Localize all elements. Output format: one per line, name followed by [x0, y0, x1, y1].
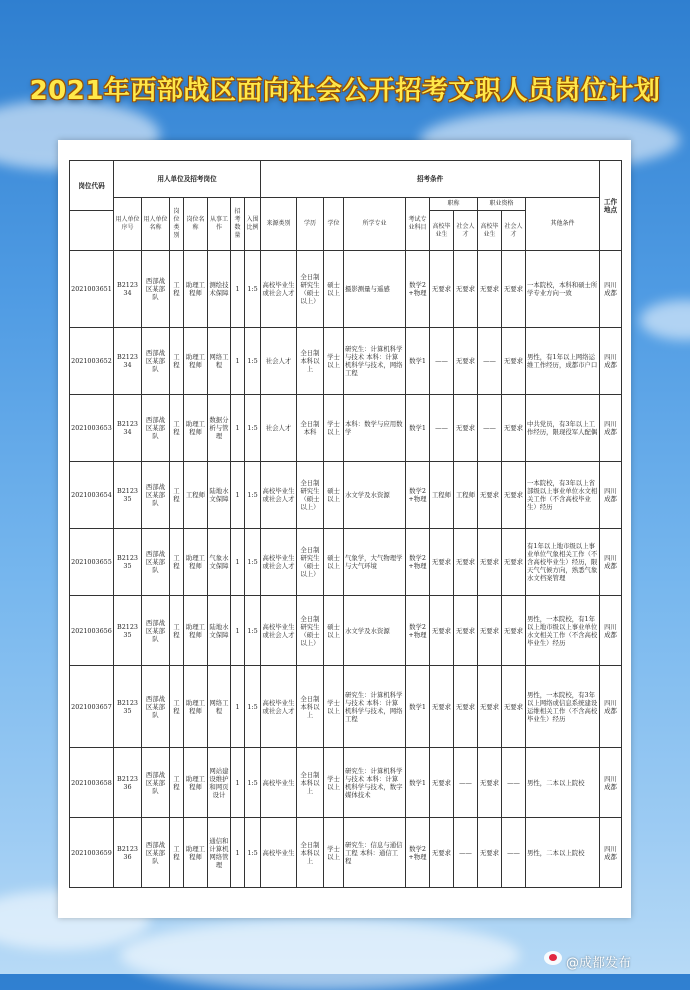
cell-post: 助理工程师: [184, 328, 208, 395]
cell-category: 工程: [170, 666, 184, 748]
cell-qual-grad: 无要求: [478, 818, 502, 888]
cell-work: 网站建设维护和网页设计: [208, 748, 231, 818]
cloud: [640, 300, 690, 340]
header-major: 所学专业: [344, 198, 406, 251]
header-quota: 招考数量: [231, 198, 245, 251]
cell-quota: 1: [231, 666, 245, 748]
cell-quota: 1: [231, 462, 245, 529]
cell-source: 社会人才: [261, 328, 297, 395]
cell-source: 高校毕业生或社会人才: [261, 529, 297, 596]
page-title: 2021年西部战区面向社会公开招考文职人员岗位计划: [29, 76, 661, 106]
cell-unit-name: 西部战区某部队: [142, 748, 170, 818]
cell-location: 四川成都: [600, 529, 622, 596]
cell-category: 工程: [170, 328, 184, 395]
cell-unit-name: 西部战区某部队: [142, 596, 170, 666]
cell-ratio: 1:5: [245, 328, 261, 395]
cell-category: 工程: [170, 395, 184, 462]
cell-title-grad: ——: [430, 328, 454, 395]
cell-code: 2021003658: [70, 748, 114, 818]
cell-unit-name: 西部战区某部队: [142, 251, 170, 328]
header-post-name: 岗位名称: [184, 198, 208, 251]
cell-code: 2021003659: [70, 818, 114, 888]
cell-work: 陆地水文保障: [208, 596, 231, 666]
header-unit-name: 用人单位名称: [142, 198, 170, 251]
cell-code: 2021003651: [70, 251, 114, 328]
cell-location: 四川成都: [600, 328, 622, 395]
cell-title-grad: 无要求: [430, 596, 454, 666]
cell-title-social: 无要求: [454, 666, 478, 748]
cell-title-social: ——: [454, 818, 478, 888]
cell-unit-no: B212336: [114, 818, 142, 888]
cell-unit-no: B212335: [114, 529, 142, 596]
cell-qual-grad: 无要求: [478, 596, 502, 666]
cell-quota: 1: [231, 251, 245, 328]
cell-other-conditions: 男性，二本以上院校: [526, 748, 600, 818]
cell-title-grad: ——: [430, 395, 454, 462]
cell-qual-grad: ——: [478, 328, 502, 395]
header-ratio: 入围比例: [245, 198, 261, 251]
cell-location: 四川成都: [600, 818, 622, 888]
cell-unit-no: B212334: [114, 251, 142, 328]
cell-major: 研究生：计算机科学与技术 本科：计算机科学与技术，网络工程: [344, 328, 406, 395]
cell-location: 四川成都: [600, 748, 622, 818]
header-conditions-group: 招考条件: [261, 161, 600, 198]
cell-work: 网络工程: [208, 328, 231, 395]
cell-unit-name: 西部战区某部队: [142, 395, 170, 462]
cell-degree: 学士以上: [324, 818, 344, 888]
cell-other-conditions: 一本院校，本科和硕士所学专业方向一致: [526, 251, 600, 328]
cell-other-conditions: 一本院校，有3年以上省部级以上事业单位水文相关工作（不含高校毕业生）经历: [526, 462, 600, 529]
cell-degree: 学士以上: [324, 395, 344, 462]
cell-work: 数据分析与管理: [208, 395, 231, 462]
cell-ratio: 1:5: [245, 666, 261, 748]
header-exam-subject: 考试专业科目: [406, 198, 430, 251]
cell-post: 助理工程师: [184, 596, 208, 666]
cell-major: 水文学及水资源: [344, 596, 406, 666]
cell-exam: 数学1: [406, 748, 430, 818]
cell-post: 助理工程师: [184, 251, 208, 328]
cell-major: 气象学，大气物理学与大气环境: [344, 529, 406, 596]
cell-other-conditions: 中共党员，有3年以上工作经历，限现役军人配偶: [526, 395, 600, 462]
cell-title-social: 无要求: [454, 328, 478, 395]
document-sheet: [58, 140, 631, 918]
cell-quota: 1: [231, 529, 245, 596]
cell-ratio: 1:5: [245, 748, 261, 818]
header-education: 学历: [297, 198, 324, 251]
header-title-grad: 高校毕业生: [430, 211, 454, 251]
cell-qual-grad: 无要求: [478, 529, 502, 596]
cell-title-grad: 无要求: [430, 748, 454, 818]
cell-ratio: 1:5: [245, 462, 261, 529]
cell-exam: 数学2+物理: [406, 462, 430, 529]
cell-qual-social: 无要求: [502, 666, 526, 748]
cell-title-grad: 工程师: [430, 462, 454, 529]
cell-degree: 硕士以上: [324, 529, 344, 596]
header-unit-no: 用人单位序号: [114, 198, 142, 251]
cell-qual-grad: 无要求: [478, 251, 502, 328]
cell-unit-no: B212336: [114, 748, 142, 818]
cell-unit-name: 西部战区某部队: [142, 328, 170, 395]
header-location: 工作地点: [600, 161, 622, 251]
cell-unit-no: B212335: [114, 462, 142, 529]
cell-qual-social: 无要求: [502, 529, 526, 596]
cell-source: 高校毕业生: [261, 818, 297, 888]
cell-unit-name: 西部战区某部队: [142, 462, 170, 529]
cell-location: 四川成都: [600, 596, 622, 666]
header-qual-social: 社会人才: [502, 211, 526, 251]
cell-ratio: 1:5: [245, 529, 261, 596]
header-qualification-group: 职业资格: [478, 198, 526, 211]
cell-qual-social: 无要求: [502, 251, 526, 328]
cell-major: 摄影测量与遥感: [344, 251, 406, 328]
cell-unit-name: 西部战区某部队: [142, 529, 170, 596]
cell-degree: 硕士以上: [324, 462, 344, 529]
cell-qual-grad: 无要求: [478, 666, 502, 748]
header-other: 其他条件: [526, 198, 600, 251]
table-row: [70, 818, 622, 888]
table-row: [70, 395, 622, 462]
watermark: @成都发布: [566, 956, 632, 971]
cell-other-conditions: 男性，有1年以上网络运维工作经历，成都市户口: [526, 328, 600, 395]
cell-title-grad: 无要求: [430, 251, 454, 328]
cell-location: 四川成都: [600, 666, 622, 748]
cell-unit-no: B212335: [114, 596, 142, 666]
cell-source: 高校毕业生或社会人才: [261, 251, 297, 328]
cell-ratio: 1:5: [245, 596, 261, 666]
cell-education: 全日制研究生（硕士以上）: [297, 529, 324, 596]
cell-education: 全日制本科以上: [297, 666, 324, 748]
cell-unit-no: B212334: [114, 328, 142, 395]
cell-work: 陆地水文保障: [208, 462, 231, 529]
cell-qual-social: ——: [502, 748, 526, 818]
cell-title-social: ——: [454, 748, 478, 818]
cell-category: 工程: [170, 748, 184, 818]
cell-work: 通信和计算机网络管理: [208, 818, 231, 888]
cell-qual-grad: ——: [478, 395, 502, 462]
cell-location: 四川成都: [600, 395, 622, 462]
cell-source: 高校毕业生或社会人才: [261, 666, 297, 748]
cell-degree: 学士以上: [324, 328, 344, 395]
cell-education: 全日制本科: [297, 395, 324, 462]
cell-major: 研究生：计算机科学与技术 本科：计算机科学与技术，数字媒体技术: [344, 748, 406, 818]
cell-exam: 数学1: [406, 328, 430, 395]
cell-source: 高校毕业生或社会人才: [261, 462, 297, 529]
table-row: [70, 462, 622, 529]
cell-code: 2021003654: [70, 462, 114, 529]
cell-category: 工程: [170, 818, 184, 888]
header-qual-grad: 高校毕业生: [478, 211, 502, 251]
table-row: [70, 666, 622, 748]
cell-quota: 1: [231, 748, 245, 818]
cell-unit-name: 西部战区某部队: [142, 818, 170, 888]
table-row: [70, 529, 622, 596]
cell-education: 全日制本科以上: [297, 328, 324, 395]
cell-qual-grad: 无要求: [478, 748, 502, 818]
cell-unit-no: B212335: [114, 666, 142, 748]
table-row: [70, 328, 622, 395]
cell-title-grad: 无要求: [430, 818, 454, 888]
cell-post: 助理工程师: [184, 666, 208, 748]
cell-source: 高校毕业生: [261, 748, 297, 818]
cell-title-grad: 无要求: [430, 666, 454, 748]
table-body: [70, 251, 622, 888]
header-work: 从事工作: [208, 198, 231, 251]
header-title-group: 职称: [430, 198, 478, 211]
cell-qual-social: ——: [502, 818, 526, 888]
cell-category: 工程: [170, 529, 184, 596]
table-row: [70, 251, 622, 328]
cell-education: 全日制本科以上: [297, 818, 324, 888]
cell-education: 全日制研究生（硕士以上）: [297, 251, 324, 328]
cell-category: 工程: [170, 596, 184, 666]
header-title-social: 社会人才: [454, 211, 478, 251]
cell-code: 2021003652: [70, 328, 114, 395]
cell-other-conditions: 男性，二本以上院校: [526, 818, 600, 888]
cell-major: 本科：数学与应用数学: [344, 395, 406, 462]
cell-exam: 数学2+物理: [406, 251, 430, 328]
cell-title-social: 无要求: [454, 251, 478, 328]
header-code: 岗位代码: [70, 161, 114, 211]
cell-ratio: 1:5: [245, 251, 261, 328]
cell-code: 2021003655: [70, 529, 114, 596]
cell-qual-social: 无要求: [502, 462, 526, 529]
cell-location: 四川成都: [600, 251, 622, 328]
cell-quota: 1: [231, 328, 245, 395]
recruitment-table: [69, 160, 622, 888]
cell-category: 工程: [170, 251, 184, 328]
cell-category: 工程: [170, 462, 184, 529]
cell-degree: 硕士以上: [324, 596, 344, 666]
cell-source: 高校毕业生或社会人才: [261, 596, 297, 666]
cell-exam: 数学2+物理: [406, 596, 430, 666]
cell-unit-name: 西部战区某部队: [142, 666, 170, 748]
cell-degree: 学士以上: [324, 666, 344, 748]
cell-post: 工程师: [184, 462, 208, 529]
cell-education: 全日制研究生（硕士以上）: [297, 462, 324, 529]
cell-code: 2021003656: [70, 596, 114, 666]
cell-post: 助理工程师: [184, 748, 208, 818]
cell-source: 社会人才: [261, 395, 297, 462]
cell-other-conditions: 有1年以上地市级以上事业单位气象相关工作（不含高校毕业生）经历，限天气气候方向，熟悉气象水文档案管理: [526, 529, 600, 596]
cell-quota: 1: [231, 395, 245, 462]
cell-exam: 数学2+物理: [406, 529, 430, 596]
cell-qual-social: 无要求: [502, 596, 526, 666]
cell-ratio: 1:5: [245, 818, 261, 888]
cloud: [120, 920, 520, 990]
header-code-blank: [70, 211, 114, 251]
cell-title-social: 无要求: [454, 596, 478, 666]
cell-title-social: 工程师: [454, 462, 478, 529]
cell-other-conditions: 男性，一本院校，有3年以上网络或信息系统建设运维相关工作（不含高校毕业生）经历: [526, 666, 600, 748]
cell-work: 气象水文保障: [208, 529, 231, 596]
cell-major: 研究生：计算机科学与技术 本科：计算机科学与技术，网络工程: [344, 666, 406, 748]
cell-qual-social: 无要求: [502, 328, 526, 395]
cell-ratio: 1:5: [245, 395, 261, 462]
header-degree: 学位: [324, 198, 344, 251]
header-source: 来源类别: [261, 198, 297, 251]
cell-exam: 数学2+物理: [406, 818, 430, 888]
cell-code: 2021003653: [70, 395, 114, 462]
cell-quota: 1: [231, 818, 245, 888]
cell-other-conditions: 男性，一本院校，有1年以上地市级以上事业单位水文相关工作（不含高校毕业生）经历: [526, 596, 600, 666]
cell-unit-no: B212334: [114, 395, 142, 462]
header-post-category: 岗位类别: [170, 198, 184, 251]
table-row: [70, 748, 622, 818]
weibo-logo-icon: [544, 951, 562, 965]
cell-education: 全日制本科以上: [297, 748, 324, 818]
cell-work: 网络工程: [208, 666, 231, 748]
cell-title-grad: 无要求: [430, 529, 454, 596]
cell-location: 四川成都: [600, 462, 622, 529]
cell-major: 水文学及水资源: [344, 462, 406, 529]
cell-quota: 1: [231, 596, 245, 666]
cell-degree: 学士以上: [324, 748, 344, 818]
cell-work: 测绘技术保障: [208, 251, 231, 328]
cell-education: 全日制研究生（硕士以上）: [297, 596, 324, 666]
cell-qual-social: 无要求: [502, 395, 526, 462]
cell-exam: 数学1: [406, 395, 430, 462]
cell-title-social: 无要求: [454, 395, 478, 462]
header-unit-group: 用人单位及招考岗位: [114, 161, 261, 198]
cell-post: 助理工程师: [184, 395, 208, 462]
cell-code: 2021003657: [70, 666, 114, 748]
cell-major: 研究生：信息与通信工程 本科：通信工程: [344, 818, 406, 888]
cell-title-social: 无要求: [454, 529, 478, 596]
cell-degree: 硕士以上: [324, 251, 344, 328]
table-row: [70, 596, 622, 666]
cell-post: 助理工程师: [184, 818, 208, 888]
cell-qual-grad: 无要求: [478, 462, 502, 529]
cell-exam: 数学1: [406, 666, 430, 748]
cell-post: 助理工程师: [184, 529, 208, 596]
